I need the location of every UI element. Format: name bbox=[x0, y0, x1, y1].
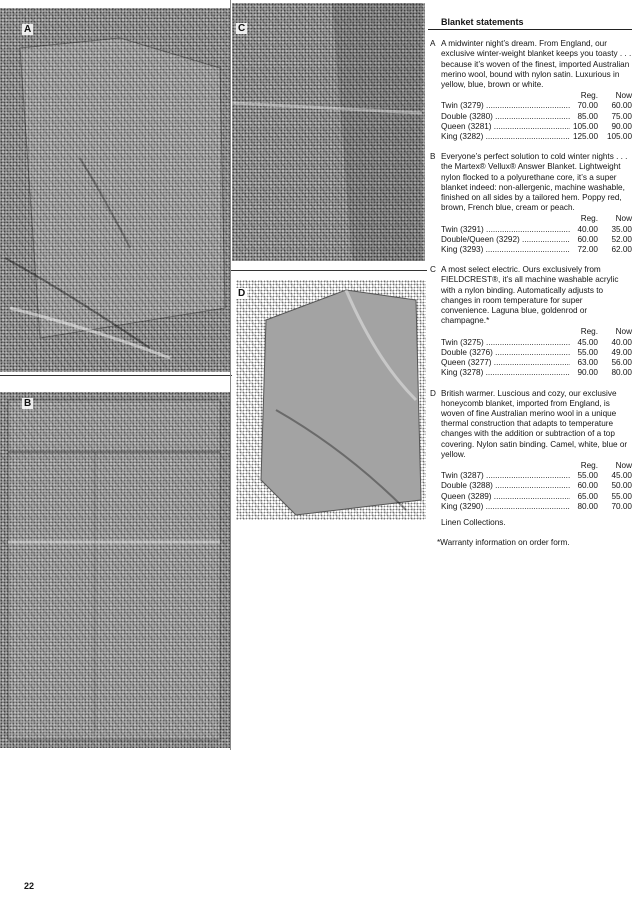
blanket-a-fold-lines bbox=[0, 8, 230, 372]
photo-letter-d: D bbox=[238, 288, 246, 299]
item-description: Everyone’s perfect solution to cold winter nights . . . the Martex® Vellux® Answer Blanket. Lightweight nylon flocked to a polyurethane core, it’s a super blanket indeed: non-allergenic, machine washable, finished on all sides by a tailored hem. Poppy red, brown, French blue, cream or peach. bbox=[441, 152, 628, 213]
page-number: 22 bbox=[24, 881, 35, 891]
now-price: 40.00 bbox=[611, 337, 632, 347]
reg-price: 45.00 bbox=[577, 337, 598, 347]
now-price: 75.00 bbox=[611, 111, 632, 121]
now-price: 80.00 bbox=[611, 368, 632, 378]
size-label: Queen (3277) ..... bbox=[441, 358, 570, 368]
blanket-c-fold-lines bbox=[232, 3, 425, 261]
photo-blanket-d bbox=[236, 280, 426, 520]
photo-letter-c: C bbox=[238, 23, 246, 34]
reg-price: 60.00 bbox=[577, 234, 598, 244]
size-label: King (3282) ..... bbox=[441, 132, 570, 142]
reg-price: 55.00 bbox=[577, 471, 598, 481]
reg-price: 63.00 bbox=[577, 358, 598, 368]
size-label: King (3293) ..... bbox=[441, 245, 570, 255]
reg-label: Reg. bbox=[580, 214, 598, 224]
photo-divider-vertical bbox=[230, 0, 231, 750]
price-row bbox=[441, 348, 632, 358]
price-row bbox=[441, 492, 632, 502]
size-label: Twin (3287) ..... bbox=[441, 471, 570, 481]
now-label: Now bbox=[615, 327, 632, 337]
size-label: Twin (3291) ..... bbox=[441, 225, 570, 235]
reg-price: 40.00 bbox=[577, 224, 598, 234]
item-description: British warmer. Luscious and cozy, our exclusive honeycomb blanket, imported from England, is woven of fine Australian merino wool in a unique thermal construction that adapts to temperature changes with the addition or subtraction of a top covering. Nylon satin binding. Camel, white, blue or yellow. bbox=[441, 388, 628, 459]
now-price: 62.00 bbox=[611, 245, 632, 255]
price-row bbox=[441, 502, 632, 512]
item-letter: A bbox=[430, 39, 436, 49]
now-price: 70.00 bbox=[611, 501, 632, 511]
reg-price: 70.00 bbox=[577, 101, 598, 111]
now-price: 50.00 bbox=[611, 481, 632, 491]
price-row bbox=[441, 132, 632, 142]
price-header bbox=[441, 214, 632, 224]
item-letter: B bbox=[430, 152, 436, 162]
photo-letter-a: A bbox=[24, 24, 32, 35]
size-label: Double (3280) ..... bbox=[441, 112, 570, 122]
now-price: 90.00 bbox=[611, 121, 632, 131]
price-header bbox=[441, 461, 632, 471]
price-row bbox=[441, 471, 632, 481]
reg-price: 90.00 bbox=[577, 368, 598, 378]
price-header bbox=[441, 327, 632, 337]
now-label: Now bbox=[615, 460, 632, 470]
size-label: Double (3288) ..... bbox=[441, 481, 570, 491]
size-label: King (3290) ..... bbox=[441, 502, 570, 512]
reg-price: 60.00 bbox=[577, 481, 598, 491]
now-price: 105.00 bbox=[606, 132, 632, 142]
size-label: Double (3276) ..... bbox=[441, 348, 570, 358]
price-row bbox=[441, 235, 632, 245]
reg-label: Reg. bbox=[580, 91, 598, 101]
size-label: King (3278) ..... bbox=[441, 368, 570, 378]
reg-label: Reg. bbox=[580, 460, 598, 470]
reg-price: 85.00 bbox=[577, 111, 598, 121]
reg-price: 105.00 bbox=[572, 121, 598, 131]
photo-blanket-b bbox=[0, 392, 230, 748]
size-label: Twin (3279) ..... bbox=[441, 101, 570, 111]
item-a bbox=[428, 39, 632, 142]
blanket-d-shape bbox=[236, 280, 426, 520]
reg-label: Reg. bbox=[580, 327, 598, 337]
now-price: 55.00 bbox=[611, 491, 632, 501]
now-label: Now bbox=[615, 214, 632, 224]
reg-price: 55.00 bbox=[577, 347, 598, 357]
reg-price: 125.00 bbox=[572, 132, 598, 142]
reg-price: 80.00 bbox=[577, 501, 598, 511]
warranty-footnote: *Warranty information on order form. bbox=[437, 538, 570, 548]
copy-column bbox=[428, 17, 632, 548]
price-row bbox=[441, 368, 632, 378]
now-price: 52.00 bbox=[611, 234, 632, 244]
price-row bbox=[441, 338, 632, 348]
item-letter: D bbox=[430, 388, 436, 398]
price-row bbox=[441, 101, 632, 111]
now-price: 49.00 bbox=[611, 347, 632, 357]
price-row bbox=[441, 122, 632, 132]
size-label: Double/Queen (3292) ..... bbox=[441, 235, 570, 245]
now-price: 56.00 bbox=[611, 358, 632, 368]
photo-divider-horizontal-left bbox=[0, 375, 232, 376]
price-row bbox=[441, 245, 632, 255]
item-d bbox=[428, 389, 632, 512]
now-price: 60.00 bbox=[611, 101, 632, 111]
item-b bbox=[428, 152, 632, 255]
reg-price: 65.00 bbox=[577, 491, 598, 501]
blanket-b-fold-lines bbox=[0, 392, 230, 748]
size-label: Twin (3275) ..... bbox=[441, 338, 570, 348]
now-price: 45.00 bbox=[611, 471, 632, 481]
photo-blanket-a bbox=[0, 8, 230, 372]
item-c bbox=[428, 265, 632, 378]
price-row bbox=[441, 481, 632, 491]
item-description: A midwinter night’s dream. From England, our exclusive winter-weight blanket keeps you toasty . . . because it’s woven of the finest, imported Australian merino wool, bound with nylon satin. Luxurious in yellow, blue, brown or white. bbox=[441, 39, 632, 90]
price-header bbox=[441, 91, 632, 101]
linen-collections-note: Linen Collections. bbox=[441, 517, 506, 527]
item-letter: C bbox=[430, 265, 436, 275]
price-row bbox=[441, 225, 632, 235]
size-label: Queen (3281) ..... bbox=[441, 122, 570, 132]
photo-letter-b: B bbox=[24, 398, 32, 409]
photo-blanket-c bbox=[232, 3, 425, 261]
now-label: Now bbox=[615, 91, 632, 101]
now-price: 35.00 bbox=[611, 224, 632, 234]
size-label: Queen (3289) ..... bbox=[441, 492, 570, 502]
photo-divider-horizontal-right bbox=[230, 270, 427, 271]
section-heading: Blanket statements bbox=[428, 17, 632, 30]
price-row bbox=[441, 358, 632, 368]
item-description: A most select electric. Ours exclusively from FIELDCREST®, it’s all machine washable acrylic with a nylon binding. Automatically adjusts to changes in room temperature for super convenience. Laguna blue, goldenrod or champagne.* bbox=[441, 265, 619, 326]
price-row bbox=[441, 112, 632, 122]
reg-price: 72.00 bbox=[577, 245, 598, 255]
